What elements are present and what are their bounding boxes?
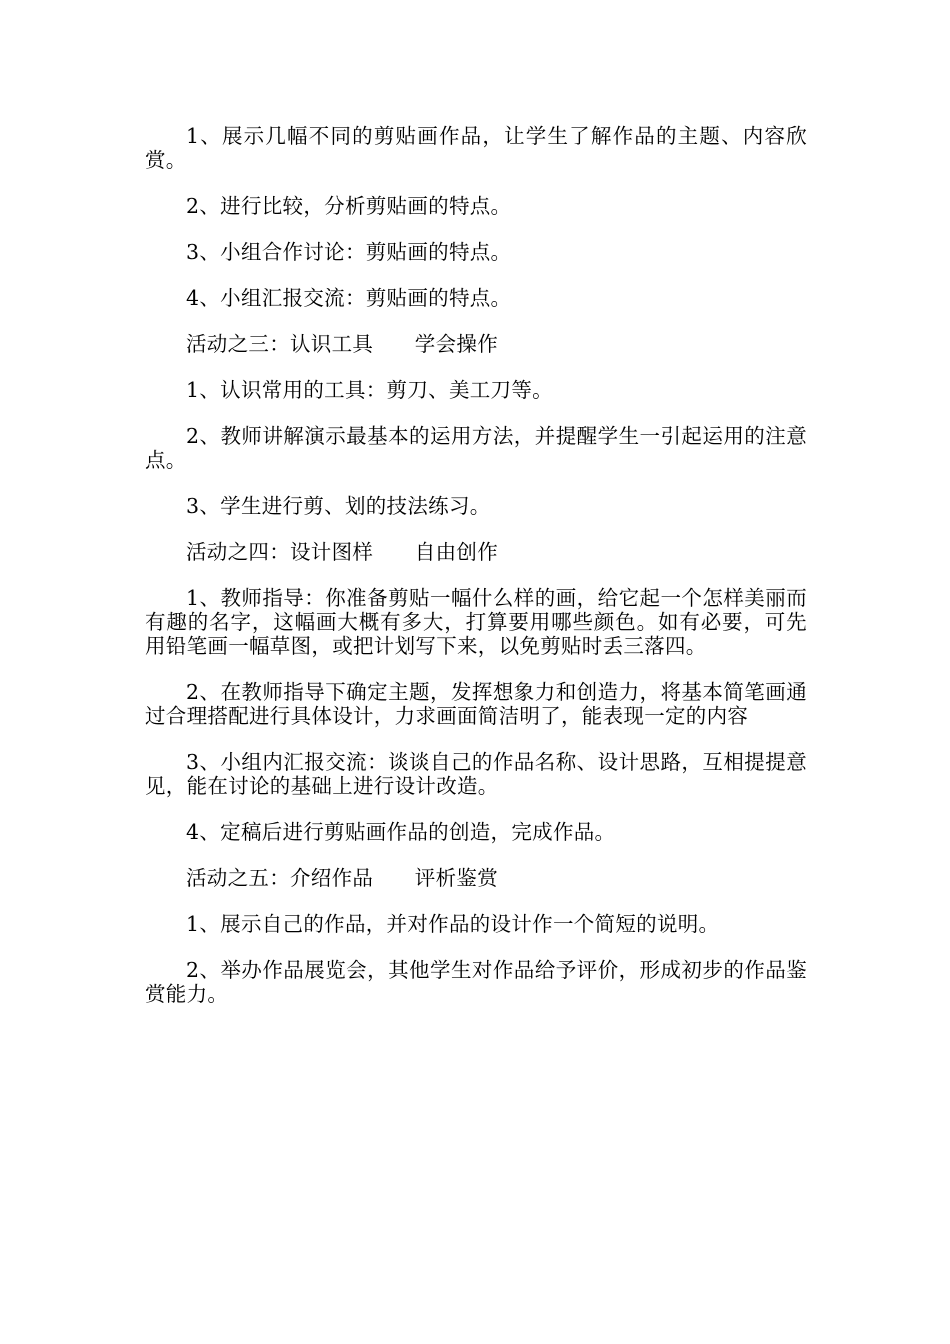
paragraph: 1、教师指导：你准备剪贴一幅什么样的画，给它起一个怎样美丽而有趣的名字，这幅画大概有多大，打算要用哪些颜色。如有必要，可先用铅笔画一幅草图，或把计划写下来，以免剪贴时丢三落四。 bbox=[145, 586, 807, 658]
section-heading: 活动之三：认识工具 学会操作 bbox=[186, 332, 498, 356]
paragraph: 1、认识常用的工具：剪刀、美工刀等。 bbox=[186, 378, 553, 402]
paragraph: 1、展示几幅不同的剪贴画作品，让学生了解作品的主题、内容欣赏。 bbox=[145, 124, 807, 172]
section-heading: 活动之四：设计图样 自由创作 bbox=[186, 540, 498, 564]
paragraph: 2、教师讲解演示最基本的运用方法，并提醒学生一引起运用的注意点。 bbox=[145, 424, 807, 472]
paragraph: 3、学生进行剪、划的技法练习。 bbox=[186, 494, 491, 518]
paragraph: 3、小组内汇报交流：谈谈自己的作品名称、设计思路，互相提提意见，能在讨论的基础上进行设计改造。 bbox=[145, 750, 807, 798]
paragraph: 2、举办作品展览会，其他学生对作品给予评价，形成初步的作品鉴赏能力。 bbox=[145, 958, 807, 1006]
paragraph: 4、定稿后进行剪贴画作品的创造，完成作品。 bbox=[186, 820, 616, 844]
section-heading: 活动之五：介绍作品 评析鉴赏 bbox=[186, 866, 498, 890]
paragraph: 4、小组汇报交流：剪贴画的特点。 bbox=[186, 286, 512, 310]
paragraph: 2、在教师指导下确定主题，发挥想象力和创造力，将基本简笔画通过合理搭配进行具体设计，力求画面简洁明了，能表现一定的内容 bbox=[145, 680, 807, 728]
document-body bbox=[145, 124, 807, 1028]
paragraph: 3、小组合作讨论：剪贴画的特点。 bbox=[186, 240, 512, 264]
paragraph: 2、进行比较，分析剪贴画的特点。 bbox=[186, 194, 512, 218]
paragraph: 1、展示自己的作品，并对作品的设计作一个简短的说明。 bbox=[186, 912, 720, 936]
